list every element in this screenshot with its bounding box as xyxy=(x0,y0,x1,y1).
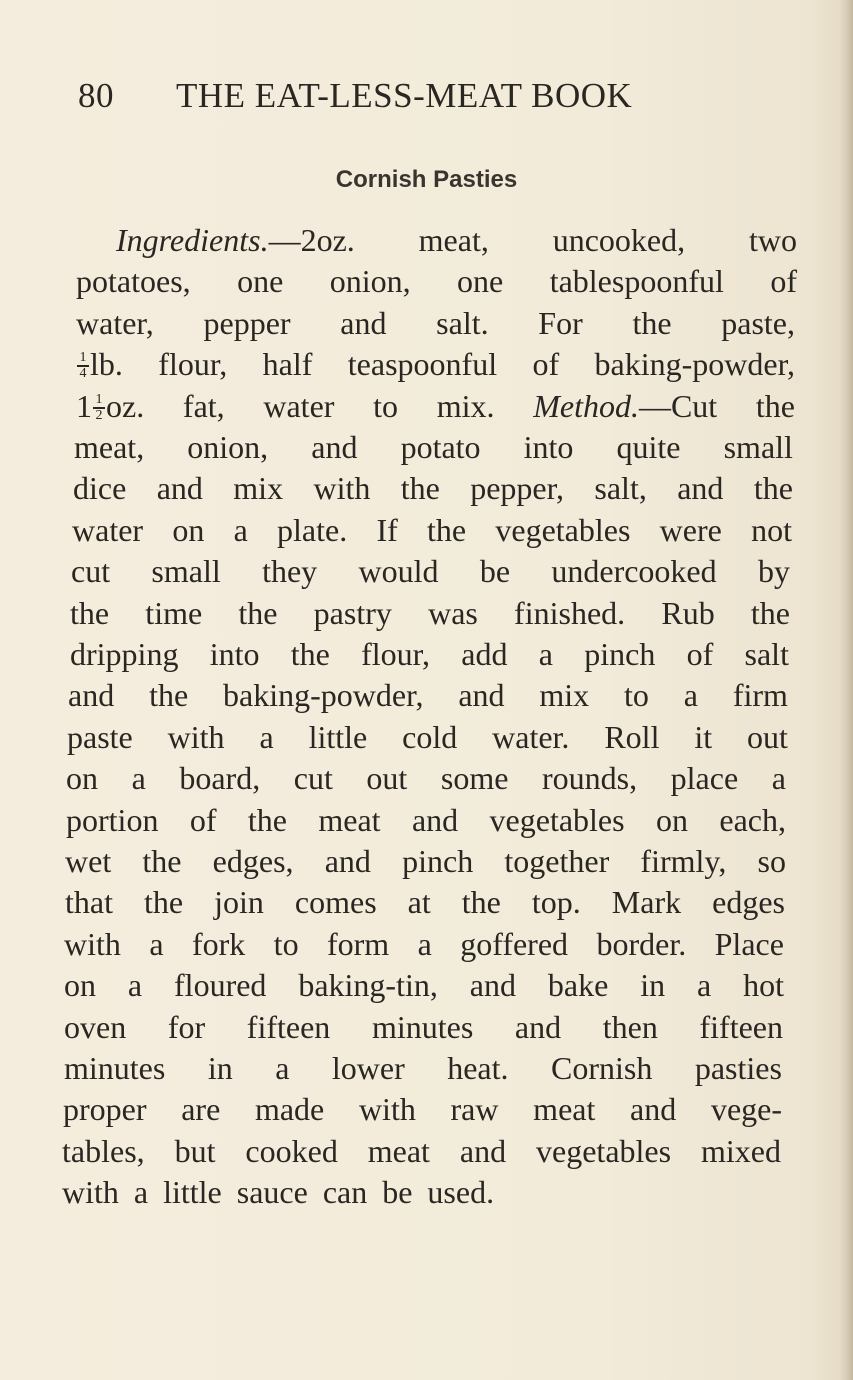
word: two xyxy=(748,222,797,258)
word: cut xyxy=(71,553,111,589)
word: fifteen xyxy=(699,1009,783,1045)
word: raw xyxy=(450,1091,499,1127)
word: oven xyxy=(64,1009,127,1045)
word: can xyxy=(322,1174,368,1210)
word: pasties xyxy=(694,1050,782,1086)
word: a xyxy=(275,1050,290,1086)
word: flour, xyxy=(158,346,228,382)
word: For xyxy=(538,305,583,341)
word: be xyxy=(382,1174,413,1210)
word: pepper, xyxy=(470,470,564,506)
word: fork xyxy=(191,926,246,962)
word: then xyxy=(602,1009,658,1045)
word: onion, xyxy=(187,429,269,465)
word: salt xyxy=(744,636,789,672)
word: mix. xyxy=(436,388,495,424)
word: with xyxy=(62,1174,119,1210)
word: bake xyxy=(547,967,609,1003)
word: the xyxy=(144,884,184,920)
word: salt. xyxy=(436,305,489,341)
word: comes xyxy=(294,884,377,920)
text-line xyxy=(68,675,788,715)
text-line xyxy=(62,1172,781,1212)
word: edges, xyxy=(212,843,294,879)
word: and xyxy=(469,967,516,1003)
word: at xyxy=(407,884,431,920)
word: the xyxy=(750,595,790,631)
word: If xyxy=(376,512,398,548)
word: the xyxy=(632,305,672,341)
word: a xyxy=(133,1174,149,1210)
word: vege- xyxy=(710,1091,782,1127)
word: mixed xyxy=(701,1133,781,1169)
text-line xyxy=(76,261,797,301)
word: border. xyxy=(596,926,687,962)
word: Mark xyxy=(611,884,682,920)
word: a xyxy=(696,967,712,1003)
word: are xyxy=(181,1091,221,1127)
word: vegetables xyxy=(536,1133,672,1169)
word: cut xyxy=(293,760,333,796)
word: made xyxy=(254,1091,325,1127)
word: but xyxy=(174,1133,216,1169)
word: with xyxy=(167,719,225,755)
text-line xyxy=(66,758,786,798)
word: and xyxy=(411,802,459,838)
word: rounds, xyxy=(541,760,638,796)
word-text: —2oz. xyxy=(268,222,355,258)
word: Rub xyxy=(661,595,715,631)
word: the xyxy=(290,636,330,672)
word: add xyxy=(461,636,508,672)
text-line xyxy=(64,1007,783,1047)
word-with-fraction xyxy=(76,344,123,384)
word: the xyxy=(70,595,110,631)
word: on xyxy=(655,802,688,838)
page-number: 80 xyxy=(78,76,114,115)
word: cold xyxy=(402,719,458,755)
word: of xyxy=(770,263,797,299)
word: vegetables xyxy=(489,802,625,838)
word: and xyxy=(677,470,724,506)
word: small xyxy=(723,429,793,465)
word: a xyxy=(233,512,248,548)
word: for xyxy=(167,1009,206,1045)
word: in xyxy=(207,1050,233,1086)
word: a xyxy=(417,926,432,962)
word: place xyxy=(670,760,739,796)
recipe-title: Cornish Pasties xyxy=(335,166,518,193)
word: small xyxy=(151,553,221,589)
word: finished. xyxy=(514,595,626,631)
word: out xyxy=(366,760,408,796)
text-line xyxy=(116,220,797,260)
word: a xyxy=(127,967,143,1003)
word: onion, xyxy=(329,263,411,299)
word: the xyxy=(247,802,287,838)
word: lower xyxy=(331,1050,405,1086)
text-line xyxy=(63,1089,782,1129)
word: out xyxy=(747,719,788,755)
word: fifteen xyxy=(246,1009,331,1045)
word: paste, xyxy=(721,305,795,341)
word: were xyxy=(659,512,722,548)
word: little xyxy=(308,719,368,755)
word: and xyxy=(514,1009,562,1045)
word: of xyxy=(686,636,714,672)
text-line xyxy=(64,1048,782,1088)
word: meat xyxy=(533,1091,596,1127)
word-text: —Cut xyxy=(638,388,718,424)
word: mix xyxy=(539,677,590,713)
word: on xyxy=(66,760,98,796)
word: meat, xyxy=(74,429,145,465)
word: firmly, xyxy=(640,843,727,879)
word: board, xyxy=(179,760,261,796)
word: salt, xyxy=(594,470,647,506)
word-text: lb. xyxy=(90,346,123,382)
word: meat xyxy=(367,1133,430,1169)
word: to xyxy=(373,388,399,424)
word: and xyxy=(458,677,505,713)
word: hot xyxy=(743,967,784,1003)
word: with xyxy=(313,470,371,506)
word: was xyxy=(428,595,478,631)
text-line xyxy=(74,427,793,467)
word: portion xyxy=(66,802,159,838)
word: firm xyxy=(732,677,788,713)
word: and xyxy=(311,429,358,465)
word: time xyxy=(145,595,203,631)
word: a xyxy=(259,719,274,755)
text-line xyxy=(73,468,793,508)
word: cooked xyxy=(245,1133,338,1169)
word: and xyxy=(340,305,387,341)
word: and xyxy=(156,470,203,506)
word: fat, xyxy=(182,388,225,424)
word-text: 1 xyxy=(76,388,92,424)
word: used. xyxy=(427,1174,495,1210)
word: not xyxy=(751,512,792,548)
text-line xyxy=(71,551,790,591)
word: would xyxy=(358,553,439,589)
word: water xyxy=(72,512,144,548)
word: into xyxy=(523,429,574,465)
word-with-label xyxy=(533,386,717,426)
word: so xyxy=(757,843,786,879)
word: half xyxy=(262,346,313,382)
word-with-label xyxy=(116,220,355,260)
word: minutes xyxy=(371,1009,474,1045)
word: minutes xyxy=(64,1050,166,1086)
text-line xyxy=(76,344,795,384)
word: with xyxy=(64,926,121,962)
word: and xyxy=(459,1133,507,1169)
word: pinch xyxy=(584,636,656,672)
word: together xyxy=(504,843,610,879)
word: dripping xyxy=(70,636,179,672)
word: to xyxy=(624,677,649,713)
word: vegetables xyxy=(495,512,631,548)
word: top. xyxy=(531,884,581,920)
word: the xyxy=(755,388,795,424)
fraction-denominator: 2 xyxy=(95,408,103,423)
word: the xyxy=(238,595,278,631)
running-title: THE EAT-LESS-MEAT BOOK xyxy=(176,76,633,115)
word: mix xyxy=(233,470,284,506)
word: the xyxy=(461,884,501,920)
word: baking-powder, xyxy=(223,677,424,713)
word: edges xyxy=(712,884,785,920)
word: that xyxy=(65,884,113,920)
word: Cornish xyxy=(551,1050,653,1086)
word: join xyxy=(214,884,264,920)
word: in xyxy=(640,967,666,1003)
fraction-one-quarter xyxy=(76,349,90,379)
word: be xyxy=(479,553,511,589)
word: the xyxy=(753,470,793,506)
word: tablespoonful xyxy=(549,263,724,299)
word-text: oz. xyxy=(106,388,145,424)
word: with xyxy=(358,1091,416,1127)
word: they xyxy=(262,553,318,589)
word: by xyxy=(757,553,790,589)
word: potatoes, xyxy=(76,263,191,299)
word: Place xyxy=(714,926,784,962)
text-line xyxy=(70,593,790,633)
text-line xyxy=(67,717,788,757)
word: the xyxy=(427,512,467,548)
word: a xyxy=(149,926,164,962)
word: a xyxy=(131,760,146,796)
word: water. xyxy=(492,719,570,755)
word: meat xyxy=(318,802,381,838)
word: meat, xyxy=(418,222,489,258)
word: proper xyxy=(63,1091,147,1127)
word: pastry xyxy=(313,595,392,631)
text-line xyxy=(62,1131,781,1171)
word: the xyxy=(149,677,189,713)
word: on xyxy=(64,967,96,1003)
word: quite xyxy=(616,429,681,465)
word: the xyxy=(400,470,440,506)
word: and xyxy=(630,1091,677,1127)
word: floured xyxy=(174,967,267,1003)
word: of xyxy=(532,346,560,382)
fraction-numerator: 1 xyxy=(95,392,103,407)
word: heat. xyxy=(447,1050,509,1086)
text-line xyxy=(65,882,785,922)
word: some xyxy=(440,760,509,796)
word: one xyxy=(237,263,284,299)
method-label: Method. xyxy=(533,388,639,424)
word: into xyxy=(209,636,260,672)
word: sauce xyxy=(236,1174,308,1210)
fraction-numerator: 1 xyxy=(79,350,87,365)
word: each, xyxy=(719,802,786,838)
word: uncooked, xyxy=(552,222,686,258)
word: teaspoonful xyxy=(347,346,498,382)
word: goffered xyxy=(460,926,569,962)
word: and xyxy=(324,843,371,879)
word: a xyxy=(538,636,553,672)
word: tables, xyxy=(62,1133,145,1169)
word: little xyxy=(163,1174,222,1210)
fraction-one-half xyxy=(92,391,106,421)
word: plate. xyxy=(277,512,348,548)
word: of xyxy=(189,802,217,838)
word: potato xyxy=(400,429,481,465)
word: a xyxy=(683,677,698,713)
word: to xyxy=(273,926,299,962)
text-line xyxy=(70,634,789,674)
text-line xyxy=(76,386,795,426)
word: water, xyxy=(76,305,154,341)
word: paste xyxy=(67,719,133,755)
word: flour, xyxy=(361,636,431,672)
text-line xyxy=(72,510,792,550)
text-line xyxy=(66,800,786,840)
word: wet xyxy=(65,843,112,879)
text-line xyxy=(65,841,786,881)
word: form xyxy=(326,926,390,962)
text-line xyxy=(64,965,784,1005)
word: undercooked xyxy=(551,553,717,589)
word: and xyxy=(68,677,115,713)
word: one xyxy=(457,263,504,299)
ingredients-label: Ingredients. xyxy=(116,222,269,258)
word: the xyxy=(142,843,182,879)
word: pepper xyxy=(203,305,291,341)
word: water xyxy=(263,388,335,424)
word: baking-powder, xyxy=(594,346,795,382)
word: on xyxy=(172,512,205,548)
word-with-fraction xyxy=(76,386,144,426)
word: dice xyxy=(73,470,127,506)
fraction-denominator: 4 xyxy=(79,366,87,381)
text-line xyxy=(76,303,795,343)
word: baking-tin, xyxy=(298,967,438,1003)
word: Roll xyxy=(604,719,660,755)
word: it xyxy=(694,719,713,755)
text-line xyxy=(64,924,784,964)
word: a xyxy=(771,760,786,796)
word: pinch xyxy=(402,843,474,879)
